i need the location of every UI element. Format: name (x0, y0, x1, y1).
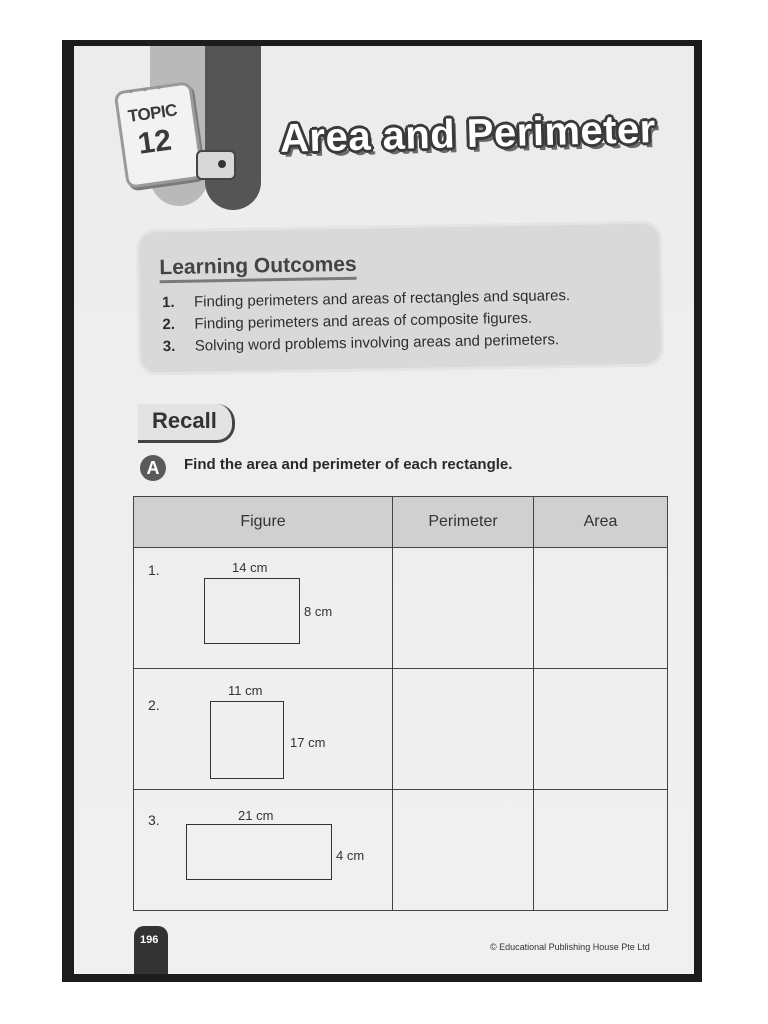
header-perimeter: Perimeter (393, 497, 534, 548)
pencil-icon (196, 150, 236, 180)
area-answer-cell[interactable] (534, 790, 668, 911)
list-item: 2. Finding perimeters and areas of composite figures. (162, 309, 533, 334)
copyright-notice: © Educational Publishing House Pte Ltd (490, 942, 650, 952)
rectangle-figure (186, 824, 332, 880)
figure-cell (134, 548, 393, 669)
learning-outcomes-list (162, 285, 571, 358)
width-label: 21 cm (238, 808, 274, 823)
page-number-tab (134, 926, 168, 974)
topic-number: 12 (135, 123, 174, 161)
table-row (134, 548, 668, 669)
width-label: 14 cm (232, 560, 268, 575)
recall-label: Recall (152, 408, 217, 433)
figure-cell (134, 669, 393, 790)
figure-cell (134, 790, 393, 911)
row-number: 1. (148, 562, 160, 578)
table-row (134, 669, 668, 790)
list-item: 1. Finding perimeters and areas of rectangles and squares. (161, 287, 571, 312)
height-label: 4 cm (336, 848, 365, 863)
learning-outcomes-heading: Learning Outcomes (159, 253, 357, 283)
height-label: 8 cm (304, 604, 333, 619)
width-label: 11 cm (228, 683, 263, 698)
recall-section-tab (138, 404, 235, 443)
section-a-badge: A (140, 455, 166, 481)
row-number: 2. (148, 697, 160, 713)
learning-outcomes-box (139, 223, 661, 372)
header-tab-dark (205, 46, 261, 210)
list-item: 3. Solving word problems involving areas and perimeters. (162, 331, 560, 356)
page-number: 196 (140, 934, 159, 946)
area-answer-cell[interactable] (534, 548, 668, 669)
area-answer-cell[interactable] (534, 669, 668, 790)
header-figure: Figure (134, 497, 393, 548)
exercise-table (133, 496, 658, 904)
table-row (134, 790, 668, 911)
topic-label: TOPIC (126, 100, 179, 127)
rectangle-figure (204, 578, 300, 644)
height-label: 17 cm (290, 735, 326, 750)
rectangle-figure (210, 701, 284, 779)
calendar-rings-icon: ◦◦◦ (127, 78, 173, 99)
perimeter-answer-cell[interactable] (393, 790, 534, 911)
row-number: 3. (148, 812, 160, 828)
page-title: Area and Perimeter (279, 107, 657, 161)
section-a-instruction: Find the area and perimeter of each rectangle. (184, 456, 513, 473)
perimeter-answer-cell[interactable] (393, 669, 534, 790)
header-area: Area (534, 497, 668, 548)
topic-calendar-icon (114, 78, 205, 189)
perimeter-answer-cell[interactable] (393, 548, 534, 669)
table-header-row (134, 497, 668, 548)
